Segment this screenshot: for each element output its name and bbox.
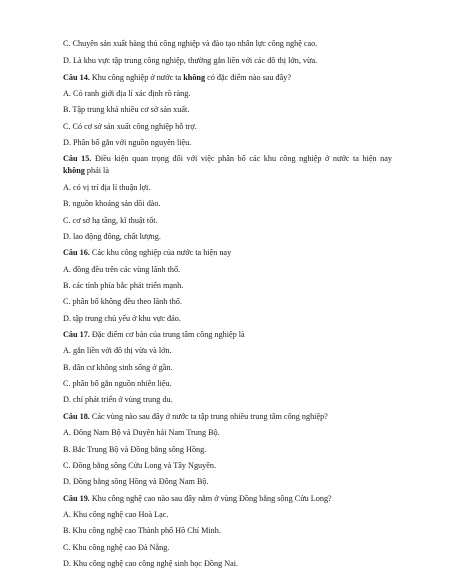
question-text: Các khu công nghiệp của nước ta hiện nay: [89, 248, 232, 258]
question-text: Khu công nghiệp ở nước ta: [89, 72, 184, 82]
option-text: C. cơ sở hạ tầng, kĩ thuật tốt.: [63, 215, 158, 225]
question-line: [63, 247, 392, 258]
option-text: D. Phân bố gắn với nguồn nguyên liệu.: [63, 138, 192, 147]
option-text: B. Tập trung khá nhiều cơ sở sản xuất.: [63, 105, 190, 115]
question-emphasis: không: [183, 72, 206, 82]
option-text: D. Là khu vực tập trung công nghiệp, thường gắn liền với các đô thị lớn, vừa.: [63, 56, 318, 66]
option-text: C. phân bố không đều theo lãnh thổ.: [63, 297, 182, 307]
question-text: Các vùng nào sau đây ở nước ta tập trung nhiều trung tâm công nghiệp?: [89, 411, 328, 421]
option-text: A. đồng đều trên các vùng lãnh thổ.: [63, 264, 181, 274]
question-emphasis: không: [63, 166, 85, 176]
option-text: B. nguồn khoáng sản dồi dào.: [63, 199, 161, 209]
question-number: Câu 17.: [63, 330, 90, 339]
question-number: Câu 15.: [63, 154, 92, 164]
option-text: D. lao động đông, chất lượng.: [63, 231, 161, 241]
question-line: [63, 72, 392, 83]
option-text: B. các tỉnh phía bắc phát triển mạnh.: [63, 280, 184, 290]
question-line: [63, 493, 392, 504]
question-number: Câu 19.: [63, 493, 90, 503]
option-text: C. Chuyên sản xuất hàng thủ công nghiệp và đào tạo nhân lực công nghệ cao.: [63, 39, 318, 48]
question-number: Câu 16.: [63, 248, 90, 258]
option-text: B. Khu công nghệ cao Thành phố Hồ Chí Minh.: [63, 526, 221, 536]
question-text: Khu công nghệ cao nào sau đây nằm ở vùng Đồng bằng sông Cửu Long?: [89, 493, 332, 503]
option-text: C. Khu công nghệ cao Đà Nẵng.: [63, 542, 170, 552]
question-text: Điều kiện quan trọng đối với việc phân bố các khu công nghiệp ở nước ta hiện nay: [91, 154, 392, 164]
question-line: [63, 153, 392, 164]
option-text: D. chỉ phát triển ở vùng trung du.: [63, 395, 173, 405]
option-text: A. có vị trí địa lí thuận lợi.: [63, 182, 151, 192]
question-line: [63, 165, 392, 176]
question-number: Câu 18.: [63, 411, 90, 421]
option-text: C. Đồng bằng sông Cửu Long và Tây Nguyên.: [63, 460, 217, 470]
option-text: C. Có cơ sở sản xuất công nghiệp hỗ trợ.: [63, 121, 197, 131]
question-number: Câu 14.: [63, 72, 90, 82]
option-text: A. Khu công nghệ cao Hoà Lạc.: [63, 509, 169, 519]
option-text: B. Bắc Trung Bộ và Đồng bằng sông Hồng.: [63, 444, 207, 454]
option-text: D. tập trung chủ yếu ở khu vực đảo.: [63, 313, 181, 323]
question-text: phải là: [84, 166, 109, 176]
question-line: [63, 329, 392, 340]
option-text: D. Khu công nghệ cao công nghệ sinh học Đồng Nai.: [63, 559, 239, 568]
option-text: D. Đồng bằng sông Hồng và Đông Nam Bộ.: [63, 477, 209, 487]
question-text: có đặc điểm nào sau đây?: [205, 72, 292, 82]
option-text: B. dân cư không sinh sống ở gần.: [63, 362, 173, 372]
option-text: A. gắn liền với đô thị vừa và lớn.: [63, 346, 172, 356]
question-line: [63, 411, 392, 422]
option-text: C. phân bố gắn nguồn nhiên liệu.: [63, 379, 172, 389]
option-text: A. Đông Nam Bộ và Duyên hải Nam Trung Bộ.: [63, 428, 220, 438]
question-text: Đặc điểm cơ bản của trung tâm công nghiệp là: [89, 330, 245, 339]
option-text: A. Có ranh giới địa lí xác định rõ ràng.: [63, 88, 191, 98]
